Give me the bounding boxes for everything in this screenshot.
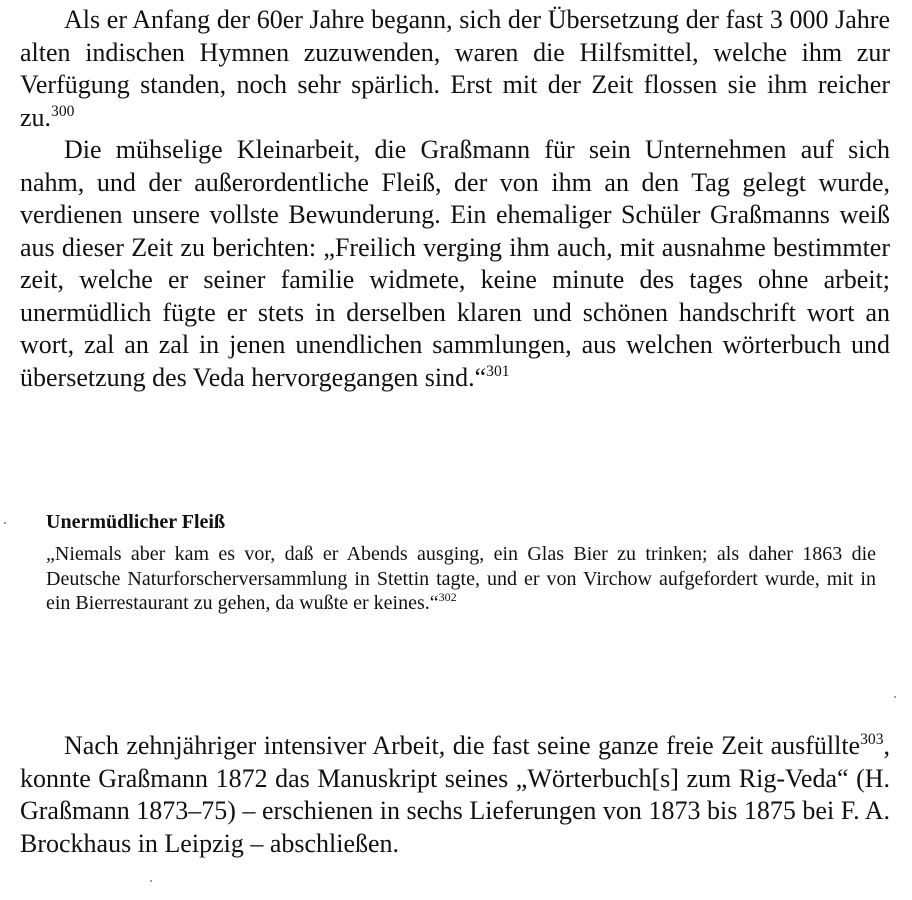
scan-speck: [150, 880, 152, 882]
paragraph-diligence: [20, 134, 890, 394]
footnote-marker: 300: [51, 102, 75, 120]
paragraph-hymns: [20, 4, 890, 134]
paragraph-text: Die mühselige Kleinarbeit, die Graßmann für sein Unternehmen auf sich nahm, und der außerordentliche Fleiß, der von ihm an den Tag gelegt wurde, verdienen unsere vollste Bewunderung. Ein ehemaliger Schüler Graßmanns weiß aus dieser Zeit zu berichten: „Freilich verging ihm auch, mit ausnahme bestimmter zeit, welche er seiner familie widmete, keine minute des tages ohne arbeit; unermüdlich fügte er stets in derselben klaren und schönen handschrift wort an wort, zal an zal in jenen unendlichen sammlungen, aus welchen wörterbuch und übersetzung des Veda hervorgegangen sind.“: [20, 135, 890, 392]
footnote-marker: 301: [486, 362, 510, 380]
scan-speck: [894, 696, 896, 698]
scan-speck: [4, 522, 6, 524]
paragraph-dictionary: [20, 730, 890, 860]
quote-body-text: „Niemals aber kam es vor, daß er Abends ausging, ein Glas Bier zu trinken; als daher 1863 die Deutsche Naturforscherversammlung in Stettin tagte, und er von Virchow aufgefordert wurde, mit in ein Bierrestaurant zu gehen, da wußte er keines.“: [46, 543, 876, 614]
footnote-marker: 303: [860, 730, 884, 748]
quote-text: [46, 542, 876, 616]
footnote-marker: 302: [438, 590, 457, 605]
paragraph-text-after: , konnte Graßmann 1872 das Manuskript seines „Wörterbuch[s] zum Rig-Veda“ (H. Graßmann 1873–75) – erschienen in sechs Lieferungen von 1873 bis 1875 bei F. A. Brockhaus in Leipzig – abschließen.: [20, 731, 890, 858]
quote-heading: Unermüdlicher Fleiß: [46, 511, 226, 533]
paragraph-text-before: Nach zehnjähriger intensiver Arbeit, die fast seine ganze freie Zeit ausfüllte: [64, 731, 861, 760]
body-text-top: [20, 4, 890, 394]
body-text-bottom: [20, 730, 890, 860]
paragraph-text: Als er Anfang der 60er Jahre begann, sich der Übersetzung der fast 3 000 Jahre alten indischen Hymnen zuzuwenden, waren die Hilfsmittel, welche ihm zur Verfügung standen, noch sehr spärlich. Erst mit der Zeit flossen sie ihm reicher zu.: [20, 5, 890, 132]
quote-box: [46, 508, 876, 616]
